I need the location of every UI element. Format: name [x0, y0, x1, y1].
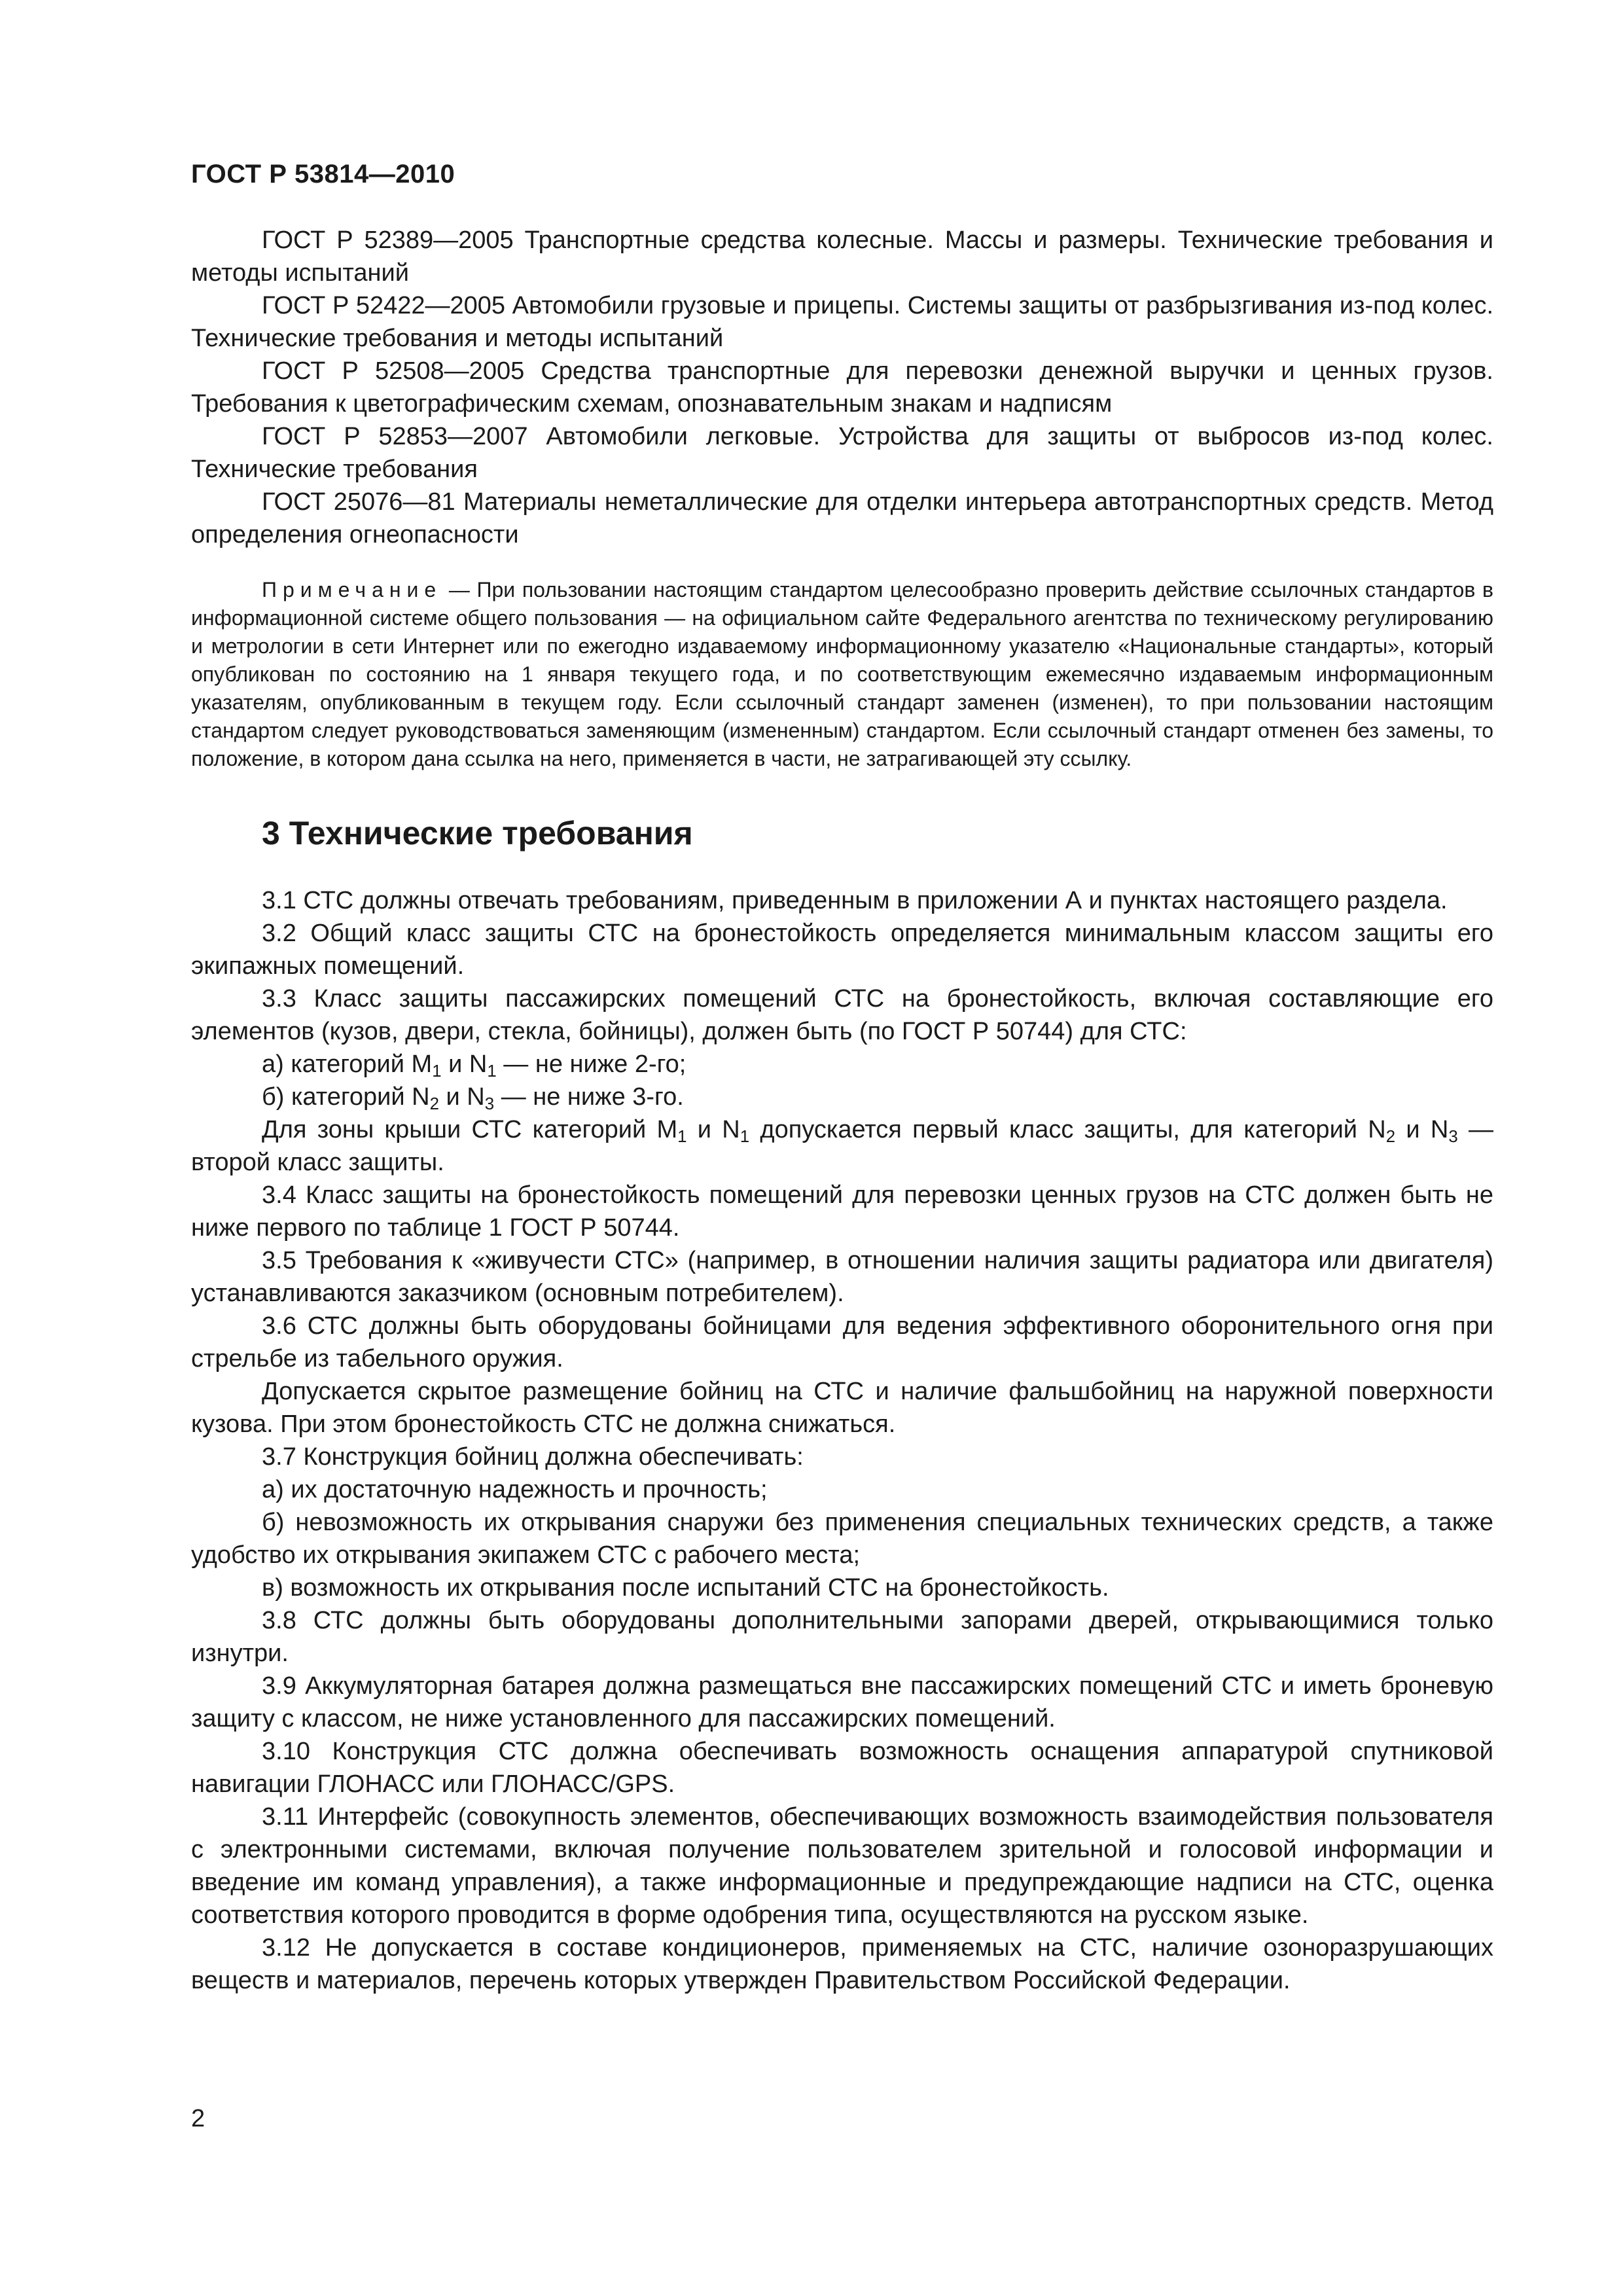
reference-item: ГОСТ Р 52422—2005 Автомобили грузовые и прицепы. Системы защиты от разбрызгивания из-под колес. Технические требования и методы испытаний [191, 292, 1494, 352]
item-text: и N [438, 1083, 485, 1111]
subscript: 2 [429, 1095, 439, 1114]
subscript: 1 [487, 1062, 497, 1081]
reference-item: ГОСТ Р 52389—2005 Транспортные средства колесные. Массы и размеры. Технические требования и методы испытаний [191, 226, 1493, 287]
subscript: 3 [484, 1095, 495, 1114]
subscript: 1 [740, 1128, 750, 1147]
roof-text: Для зоны крыши СТС категорий M [262, 1116, 678, 1143]
clause-3-7-item-b: б) невозможность их открывания снаружи без применения специальных технических средств, а также удобство их открывания экипажем СТС с рабочего места; [191, 1509, 1493, 1569]
clause-3-6: 3.6 СТС должны быть оборудованы бойницами для ведения эффективного оборонительного огня при стрельбе из табельного оружия. [191, 1312, 1493, 1372]
item-text: а) категорий M [262, 1050, 433, 1078]
roof-text: и N [1395, 1116, 1449, 1143]
page-number: 2 [191, 2105, 205, 2132]
clause-3-2: 3.2 Общий класс защиты СТС на бронестойкость определяется минимальным классом защиты его экипажных помещений. [191, 920, 1493, 980]
clause-3-10: 3.10 Конструкция СТС должна обеспечивать возможность оснащения аппаратурой спутниковой навигации ГЛОНАСС или ГЛОНАСС/GPS. [191, 1738, 1493, 1798]
clause-3-8: 3.8 СТС должны быть оборудованы дополнительными запорами дверей, открывающимися только изнутри. [191, 1607, 1493, 1667]
subscript: 3 [1448, 1128, 1458, 1147]
reference-item: ГОСТ Р 52508—2005 Средства транспортные для перевозки денежной выручки и ценных грузов. Требования к цветографическим схемам, опознавательным знакам и надписям [191, 357, 1493, 418]
clause-3-3: 3.3 Класс защиты пассажирских помещений СТС на бронестойкость, включая составляющие его элементов (кузов, двери, стекла, бойницы), должен быть (по ГОСТ Р 50744) для СТС: [191, 985, 1493, 1045]
roof-text: — второй класс защиты. [191, 1116, 1493, 1176]
clause-3-3-item-b [191, 1081, 1493, 1113]
clause-3-5: 3.5 Требования к «живучести СТС» (например, в отношении наличия защиты радиатора или двигателя) устанавливаются заказчиком (основным потребителем). [191, 1247, 1493, 1307]
subscript: 1 [677, 1128, 687, 1147]
item-text: — не ниже 3-го. [494, 1083, 684, 1111]
note-paragraph [191, 576, 1493, 773]
item-text: — не ниже 2-го; [496, 1050, 687, 1078]
clause-3-4: 3.4 Класс защиты на бронестойкость помещений для перевозки ценных грузов на СТС должен быть не ниже первого по таблице 1 ГОСТ Р 50744. [191, 1181, 1493, 1242]
clause-3-7-item-a: а) их достаточную надежность и прочность; [262, 1476, 768, 1503]
note-text: — При пользовании настоящим стандартом целесообразно проверить действие ссылочных стандартов в информационной системе общего пользования — на официальном сайте Федерального агентства по техническому регулированию и метрологии в сети Интернет или по ежегодно издаваемому информационному указателю «Национальные стандарты», который опубликован по состоянию на 1 января текущего года, и по соответствующим ежемесячно издаваемым информационным указателям, опубликованным в текущем году. Если ссылочный стандарт заменен (изменен), то при пользовании настоящим стандартом следует руководствоваться заменяющим (измененным) стандартом. Если ссылочный стандарт отменен без замены, то положение, в котором дана ссылка на него, применяется в части, не затрагивающей эту ссылку. [191, 578, 1493, 770]
roof-zone-paragraph [191, 1113, 1493, 1179]
clause-3-7: 3.7 Конструкция бойниц должна обеспечивать: [262, 1443, 804, 1471]
reference-item: ГОСТ 25076—81 Материалы неметаллические для отделки интерьера автотранспортных средств. Метод определения огнеопасности [191, 488, 1493, 548]
clause-3-1: 3.1 СТС должны отвечать требованиям, приведенным в приложении А и пунктах настоящего раздела. [262, 887, 1448, 914]
clause-3-7-item-c: в) возможность их открывания после испытаний СТС на бронестойкость. [262, 1574, 1109, 1602]
clause-3-6-continuation: Допускается скрытое размещение бойниц на СТС и наличие фальшбойниц на наружной поверхности кузова. При этом бронестойкость СТС не должна снижаться. [191, 1378, 1493, 1438]
roof-text: и N [687, 1116, 740, 1143]
roof-text: допускается первый класс защиты, для категорий N [749, 1116, 1386, 1143]
subscript: 1 [432, 1062, 442, 1081]
clause-3-12: 3.12 Не допускается в составе кондиционеров, применяемых на СТС, наличие озоноразрушающих веществ и материалов, перечень которых утвержден Правительством Российской Федерации. [191, 1934, 1493, 1994]
clause-3-11: 3.11 Интерфейс (совокупность элементов, обеспечивающих возможность взаимодействия пользователя с электронными системами, включая получение пользователем зрительной и голосовой информации и введение им команд управления), а также информационные и предупреждающие надписи на СТС, оценка соответствия которого проводится в форме одобрения типа, осуществляются на русском языке. [191, 1803, 1493, 1929]
document-header: ГОСТ Р 53814—2010 [191, 160, 455, 188]
item-text: и N [441, 1050, 488, 1078]
item-text: б) категорий N [262, 1083, 430, 1111]
subscript: 2 [1385, 1128, 1396, 1147]
clause-3-3-item-a [191, 1048, 1493, 1081]
section-title: 3 Технические требования [262, 815, 693, 852]
reference-item: ГОСТ Р 52853—2007 Автомобили легковые. Устройства для защиты от выбросов из-под колес. Технические требования [191, 423, 1493, 483]
document-body [191, 224, 1493, 1997]
document-page [191, 0, 1493, 2296]
clause-3-9: 3.9 Аккумуляторная батарея должна размещаться вне пассажирских помещений СТС и иметь броневую защиту с классом, не ниже установленного для пассажирских помещений. [191, 1672, 1493, 1732]
note-label: Примечание [262, 578, 442, 601]
